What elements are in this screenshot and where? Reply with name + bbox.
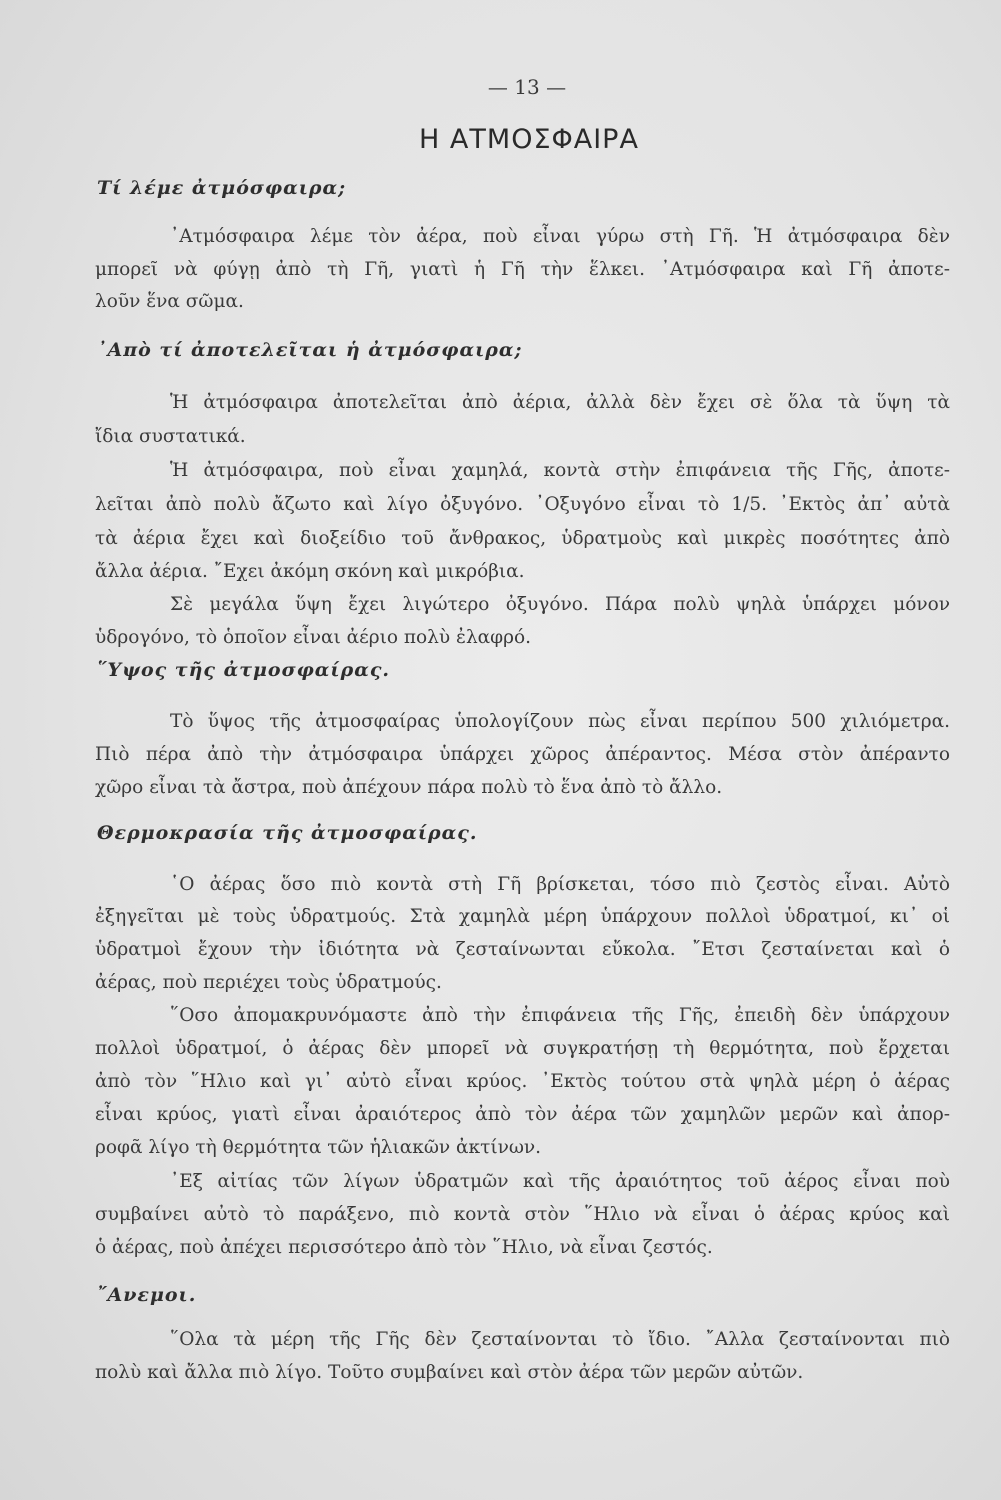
page-title: Η ΑΤΜΟΣΦΑΙΡΑ — [419, 124, 639, 155]
paragraph-line: ᾿Ατμόσφαιρα λέμε τὸν ἀέρα, ποὺ εἶναι γύρω στὴ Γῆ. Ἡ ἀτμόσφαιρα δὲν — [170, 226, 950, 247]
paragraph-line: ἀέρας, ποὺ περιέχει τοὺς ὑδρατμούς. — [95, 972, 442, 993]
paragraph-line: χῶρο εἶναι τὰ ἄστρα, ποὺ ἀπέχουν πάρα πολὺ τὸ ἕνα ἀπὸ τὸ ἄλλο. — [95, 777, 723, 798]
paragraph-line: Ἡ ἀτμόσφαιρα ἀποτελεῖται ἀπὸ ἀέρια, ἀλλὰ δὲν ἔχει σὲ ὅλα τὰ ὕψη τὰ — [170, 392, 950, 413]
paragraph-line: ῾Ο ἀέρας ὅσο πιὸ κοντὰ στὴ Γῆ βρίσκεται, τόσο πιὸ ζεστὸς εἶναι. Αὐτὸ — [170, 874, 950, 895]
section-heading: Θερμοκρασία τῆς ἀτμοσφαίρας. — [97, 822, 478, 844]
paragraph-line: ὁ ἀέρας, ποὺ ἀπέχει περισσότερο ἀπὸ τὸν ῞Ηλιο, νὰ εἶναι ζεστός. — [95, 1237, 713, 1258]
paragraph-line: Πιὸ πέρα ἀπὸ τὴν ἀτμόσφαιρα ὑπάρχει χῶρος ἀπέραντος. Μέσα στὸν ἀπέραντο — [95, 744, 950, 765]
paragraph-line: μπορεῖ νὰ φύγῃ ἀπὸ τὴ Γῆ, γιατὶ ἡ Γῆ τὴν ἕλκει. ᾿Ατμόσφαιρα καὶ Γῆ ἀποτε- — [95, 259, 950, 280]
section-heading: ῞Υψος τῆς ἀτμοσφαίρας. — [97, 659, 391, 681]
paragraph-line: Τὸ ὕψος τῆς ἀτμοσφαίρας ὑπολογίζουν πὼς εἶναι περίπου 500 χιλιόμετρα. — [170, 711, 950, 732]
paragraph-line: ροφᾶ λίγο τὴ θερμότητα τῶν ἡλιακῶν ἀκτίνων. — [95, 1137, 542, 1158]
paragraph-line: ἴδια συστατικά. — [95, 426, 246, 447]
section-heading: ᾿Απὸ τί ἀποτελεῖται ἡ ἀτμόσφαιρα; — [97, 339, 523, 361]
paragraph-line: λεῖται ἀπὸ πολὺ ἄζωτο καὶ λίγο ὀξυγόνο. ᾿Οξυγόνο εἶναι τὸ 1/5. ᾿Εκτὸς ἀπ᾿ αὐτὰ — [95, 494, 950, 515]
paragraph-line: ὑδρατμοὶ ἔχουν τὴν ἰδιότητα νὰ ζεσταίνωνται εὔκολα. ῎Ετσι ζεσταίνεται καὶ ὁ — [95, 939, 950, 960]
page-number: — 13 — — [487, 75, 567, 99]
paragraph-line: ῞Ολα τὰ μέρη τῆς Γῆς δὲν ζεσταίνονται τὸ ἴδιο. ῎Αλλα ζεσταίνονται πιὸ — [170, 1329, 950, 1350]
paragraph-line: Σὲ μεγάλα ὕψη ἔχει λιγώτερο ὀξυγόνο. Πάρα πολὺ ψηλὰ ὑπάρχει μόνον — [170, 594, 950, 615]
paragraph-line: πολλοὶ ὑδρατμοί, ὁ ἀέρας δὲν μπορεῖ νὰ συγκρατήσῃ τὴ θερμότητα, ποὺ ἔρχεται — [95, 1038, 950, 1059]
paragraph-line: ἄλλα ἀέρια. ῎Εχει ἀκόμη σκόνη καὶ μικρόβια. — [95, 561, 525, 582]
paragraph-line: συμβαίνει αὐτὸ τὸ παράξενο, πιὸ κοντὰ στὸν ῞Ηλιο νὰ εἶναι ὁ ἀέρας κρύος καὶ — [95, 1204, 950, 1225]
paragraph-line: πολὺ καὶ ἄλλα πιὸ λίγο. Τοῦτο συμβαίνει καὶ στὸν ἀέρα τῶν μερῶν αὐτῶν. — [95, 1362, 804, 1383]
section-heading: Τί λέμε ἀτμόσφαιρα; — [97, 177, 347, 199]
paragraph-line: ῞Οσο ἀπομακρυνόμαστε ἀπὸ τὴν ἐπιφάνεια τῆς Γῆς, ἐπειδὴ δὲν ὑπάρχουν — [170, 1005, 950, 1026]
paragraph-line: ἀπὸ τὸν ῞Ηλιο καὶ γι᾿ αὐτὸ εἶναι κρύος. ᾿Εκτὸς τούτου στὰ ψηλὰ μέρη ὁ ἀέρας — [95, 1071, 950, 1092]
section-heading: ῎Ανεμοι. — [97, 1284, 197, 1306]
paragraph-line: λοῦν ἕνα σῶμα. — [95, 291, 244, 312]
paragraph-line: ὑδρογόνο, τὸ ὁποῖον εἶναι ἀέριο πολὺ ἐλαφρό. — [95, 627, 532, 648]
paragraph-line: ἐξηγεῖται μὲ τοὺς ὑδρατμούς. Στὰ χαμηλὰ μέρη ὑπάρχουν πολλοὶ ὑδρατμοί, κι᾿ οἱ — [95, 906, 950, 927]
paragraph-line: τὰ ἀέρια ἔχει καὶ διοξείδιο τοῦ ἄνθρακος, ὑδρατμοὺς καὶ μικρὲς ποσότητες ἀπὸ — [95, 528, 950, 549]
paragraph-line: Ἡ ἀτμόσφαιρα, ποὺ εἶναι χαμηλά, κοντὰ στὴν ἐπιφάνεια τῆς Γῆς, ἀποτε- — [170, 460, 950, 481]
paragraph-line: ᾿Εξ αἰτίας τῶν λίγων ὑδρατμῶν καὶ τῆς ἀραιότητος τοῦ ἀέρος εἶναι ποὺ — [170, 1171, 950, 1192]
paragraph-line: εἶναι κρύος, γιατὶ εἶναι ἀραιότερος ἀπὸ τὸν ἀέρα τῶν χαμηλῶν μερῶν καὶ ἀπορ- — [95, 1104, 950, 1125]
